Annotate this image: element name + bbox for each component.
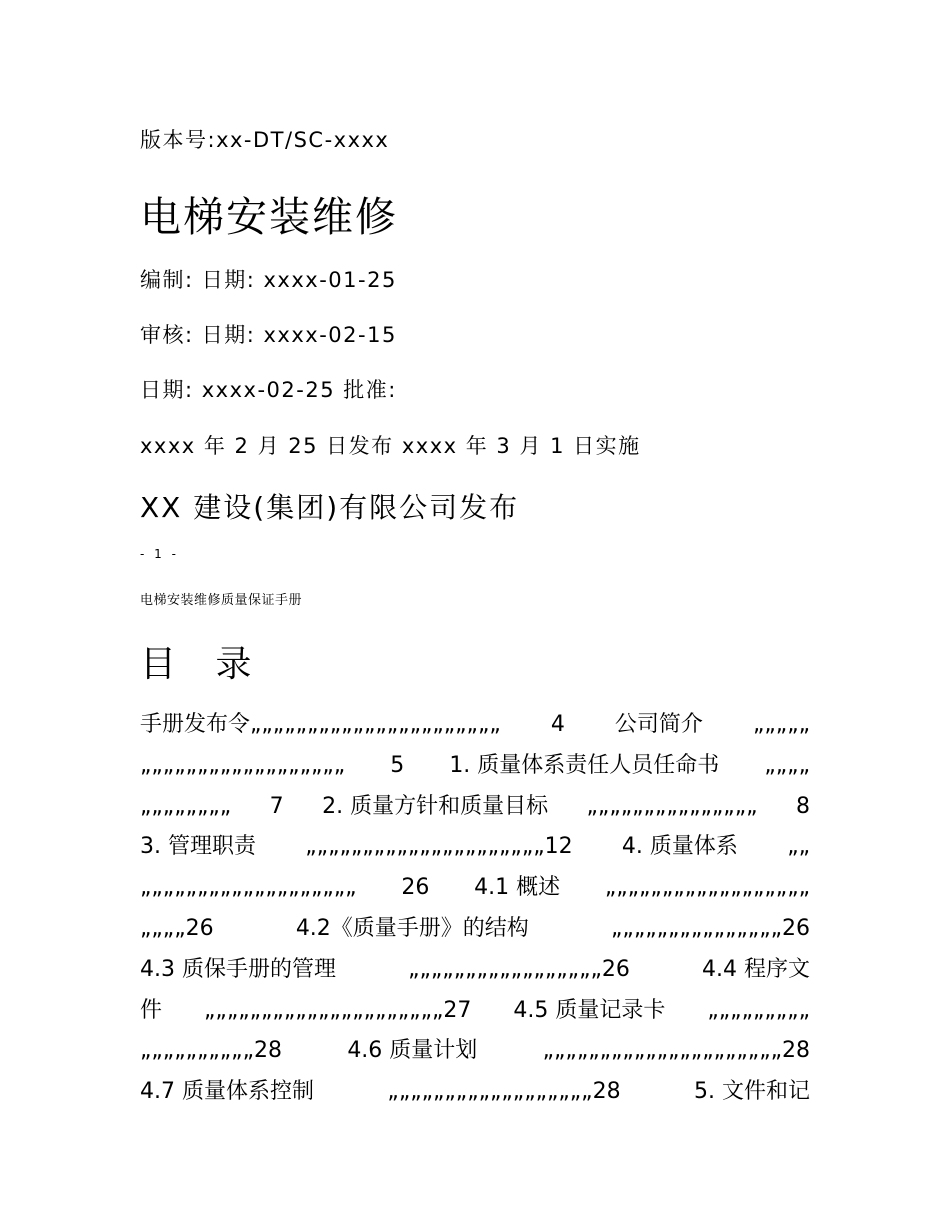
toc-line: „„„„„„„„„„„„„„„„„„„ 26 4.1 概述 „„„„„„„„„„„„„„„„„„ — [140, 875, 810, 901]
release-dates: xxxx 年 2 月 25 日发布 xxxx 年 3 月 1 日实施 — [140, 434, 641, 458]
publisher: XX 建设(集团)有限公司发布 — [140, 491, 520, 524]
toc-line: 4.7 质量体系控制 „„„„„„„„„„„„„„„„„„28 5. 文件和记 — [140, 1079, 810, 1105]
toc-line: 4.3 质保手册的管理 „„„„„„„„„„„„„„„„„26 4.4 程序文 — [140, 956, 810, 982]
toc-line: 件 „„„„„„„„„„„„„„„„„„„„„27 4.5 质量记录卡 „„„„„„„„„ — [140, 997, 810, 1023]
running-header: 电梯安装维修质量保证手册 — [140, 593, 303, 608]
table-of-contents — [140, 705, 810, 1113]
toc-line: 手册发布令„„„„„„„„„„„„„„„„„„„„„„ 4 公司简介 „„„„„ — [140, 712, 810, 737]
toc-line: „„„„26 4.2《质量手册》的结构 „„„„„„„„„„„„„„„26 — [140, 915, 810, 941]
toc-line: „„„„„„„„„„„„„„„„„„ 5 1. 质量体系责任人员任命书 „„„„ — [140, 752, 810, 778]
toc-line: „„„„„„„„ 7 2. 质量方针和质量目标 „„„„„„„„„„„„„„„ 8 — [140, 793, 810, 819]
page-number: - 1 - — [140, 547, 179, 561]
document-title: 电梯安装维修 — [140, 193, 398, 241]
version-number: 版本号:xx-DT/SC-xxxx — [140, 128, 390, 152]
toc-line: 3. 管理职责 „„„„„„„„„„„„„„„„„„„„„12 4. 质量体系 „„ — [140, 834, 810, 860]
toc-title: 目 录 — [140, 644, 266, 685]
toc-line: „„„„„„„„„„28 4.6 质量计划 „„„„„„„„„„„„„„„„„„„„„28 — [140, 1038, 810, 1064]
reviewed-date: 审核: 日期: xxxx-02-15 — [140, 323, 397, 347]
compiled-date: 编制: 日期: xxxx-01-25 — [140, 268, 397, 292]
approved-date: 日期: xxxx-02-25 批准: — [140, 378, 397, 402]
